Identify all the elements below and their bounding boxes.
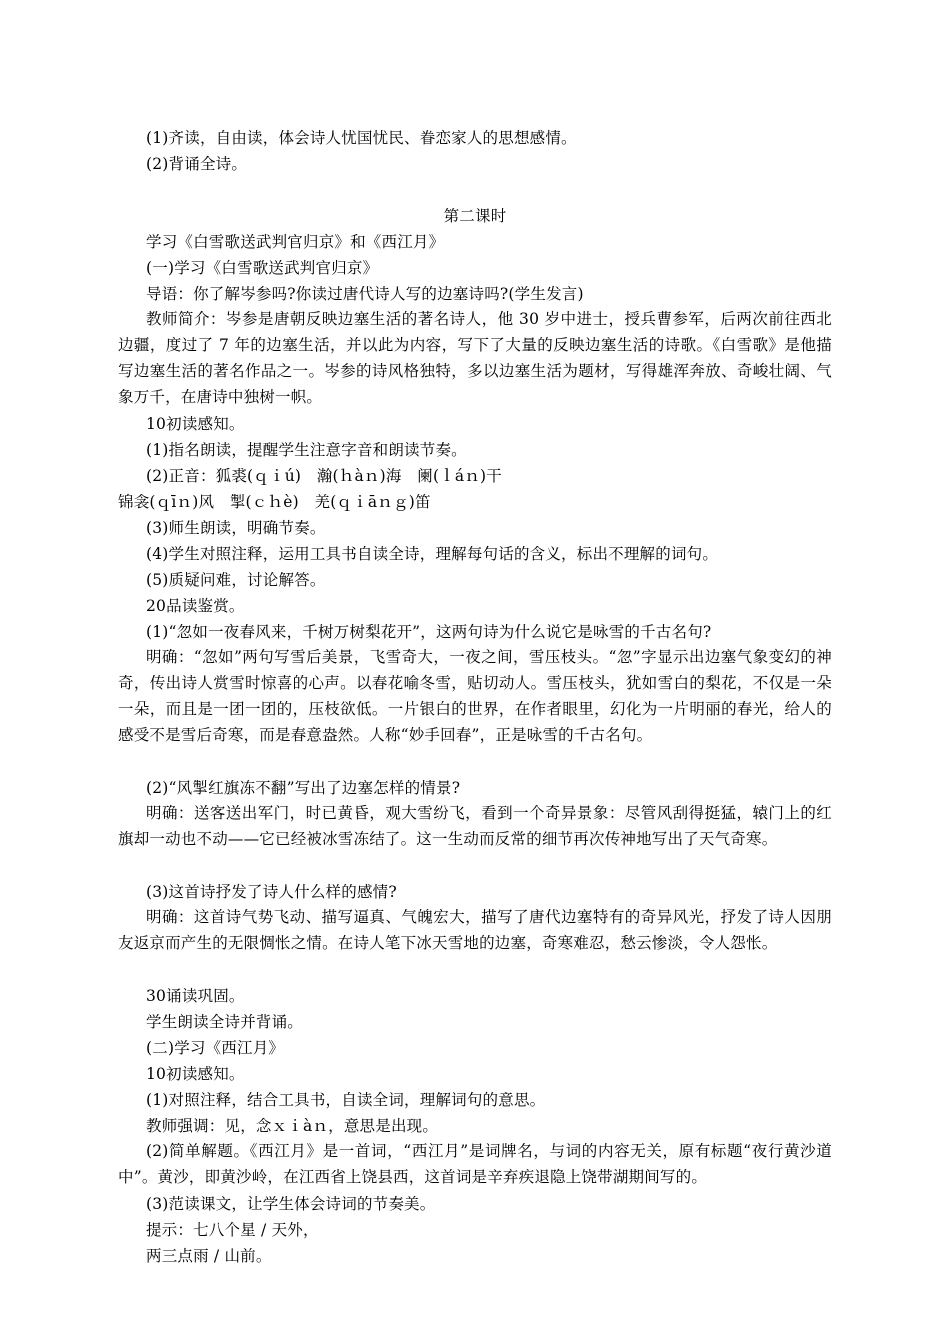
text-line: 20品读鉴赏。 bbox=[146, 597, 245, 615]
text-line: (3)范读课文，让学生体会诗词的节奏美。 bbox=[146, 1195, 436, 1213]
text-line: (2)正音：狐裘(ｑｉú) 瀚(ｈàｎ)海 阑(ｌáｎ)干 bbox=[146, 467, 503, 485]
text-line: (3)这首诗抒发了诗人什么样的感情? bbox=[146, 883, 397, 901]
text-line: (1)“忽如一夜春风来，千树万树梨花开”，这两句诗为什么说它是咏雪的千古名句? bbox=[146, 623, 712, 641]
text-line: 学习《白雪歌送武判官归京》和《西江月》 bbox=[146, 233, 445, 251]
text-line: 30诵读巩固。 bbox=[146, 987, 245, 1005]
paragraph: 明确：这首诗气势飞动、描写逼真、气魄宏大，描写了唐代边塞特有的奇异风光，抒发了诗人因朋友返京而产生的无限惆怅之情。在诗人笔下冰天雪地的边塞，奇寒难忍，愁云惨淡，令人怨怅。 bbox=[118, 908, 832, 952]
text-line: 学生朗读全诗并背诵。 bbox=[146, 1013, 304, 1031]
text-line: 提示：七八个星 / 天外， bbox=[146, 1221, 319, 1239]
section-title: 第二课时 bbox=[443, 207, 507, 225]
text-line: 教师强调：见，念ｘｉàｎ，意思是出现。 bbox=[146, 1117, 439, 1135]
text-line: (1)齐读，自由读，体会诗人忧国忧民、眷恋家人的思想感情。 bbox=[146, 129, 577, 147]
paragraph: 明确：“忽如”两句写雪后美景，飞雪奇大，一夜之间，雪压枝头。“忽”字显示出边塞气象变幻的神奇，传出诗人赏雪时惊喜的心声。以春花喻冬雪，贴切动人。雪压枝头，犹如雪白的梨花，不仅是一朵一朵，而且是一团一团的，压枝欲低。一片银白的世界，在作者眼里，幻化为一片明丽的春光，给人的感受不是雪后奇寒，而是春意盎然。人称“妙手回春”，正是咏雪的千古名句。 bbox=[118, 648, 832, 744]
text-line: (2)背诵全诗。 bbox=[146, 155, 248, 173]
paragraph: 教师简介：岑参是唐朝反映边塞生活的著名诗人，他 30 岁中进士，授兵曹参军，后两次前往西北边疆，度过了 7 年的边塞生活，并以此为内容，写下了大量的反映边塞生活的诗歌。《白雪歌》是他描写边塞生活的著名作品之一。岑参的诗风格独特，多以边塞生活为题材，写得雄浑奔放、奇峻壮阔、气象万千，在唐诗中独树一帜。 bbox=[118, 310, 832, 406]
text-line: (4)学生对照注释，运用工具书自读全诗，理解每句话的含义，标出不理解的词句。 bbox=[146, 545, 719, 563]
text-line: (3)师生朗读，明确节奏。 bbox=[146, 519, 326, 537]
text-line: (2)“风掣红旗冻不翻”写出了边塞怎样的情景? bbox=[146, 779, 461, 797]
text-line: 导语：你了解岑参吗?你读过唐代诗人写的边塞诗吗?(学生发言) bbox=[146, 285, 584, 303]
text-line: (5)质疑问难，讨论解答。 bbox=[146, 571, 326, 589]
text-line: (一)学习《白雪歌送武判官归京》 bbox=[146, 259, 379, 277]
text-line: (1)对照注释，结合工具书，自读全词，理解词句的意思。 bbox=[146, 1091, 546, 1109]
text-line: 锦衾(ｑīｎ)风 掣(ｃｈè) 羌(ｑｉāｎｇ)笛 bbox=[118, 493, 431, 511]
text-line: 10初读感知。 bbox=[146, 415, 245, 433]
paragraph: 明确：送客送出军门，时已黄昏，观大雪纷飞，看到一个奇异景象：尽管风刮得挺猛，辕门上的红旗却一动也不动——它已经被冰雪冻结了。这一生动而反常的细节再次传神地写出了天气奇寒。 bbox=[118, 804, 832, 848]
paragraph: (2)简单解题。《西江月》是一首词，“西江月”是词牌名，与词的内容无关，原有标题“夜行黄沙道中”。黄沙，即黄沙岭，在江西省上饶县西，这首词是辛弃疾退隐上饶带湖期间写的。 bbox=[118, 1142, 832, 1186]
text-line: 10初读感知。 bbox=[146, 1065, 245, 1083]
text-line: (二)学习《西江月》 bbox=[146, 1039, 285, 1057]
text-line: (1)指名朗读，提醒学生注意字音和朗读节奏。 bbox=[146, 441, 467, 459]
text-line: 两三点雨 / 山前。 bbox=[146, 1247, 272, 1265]
